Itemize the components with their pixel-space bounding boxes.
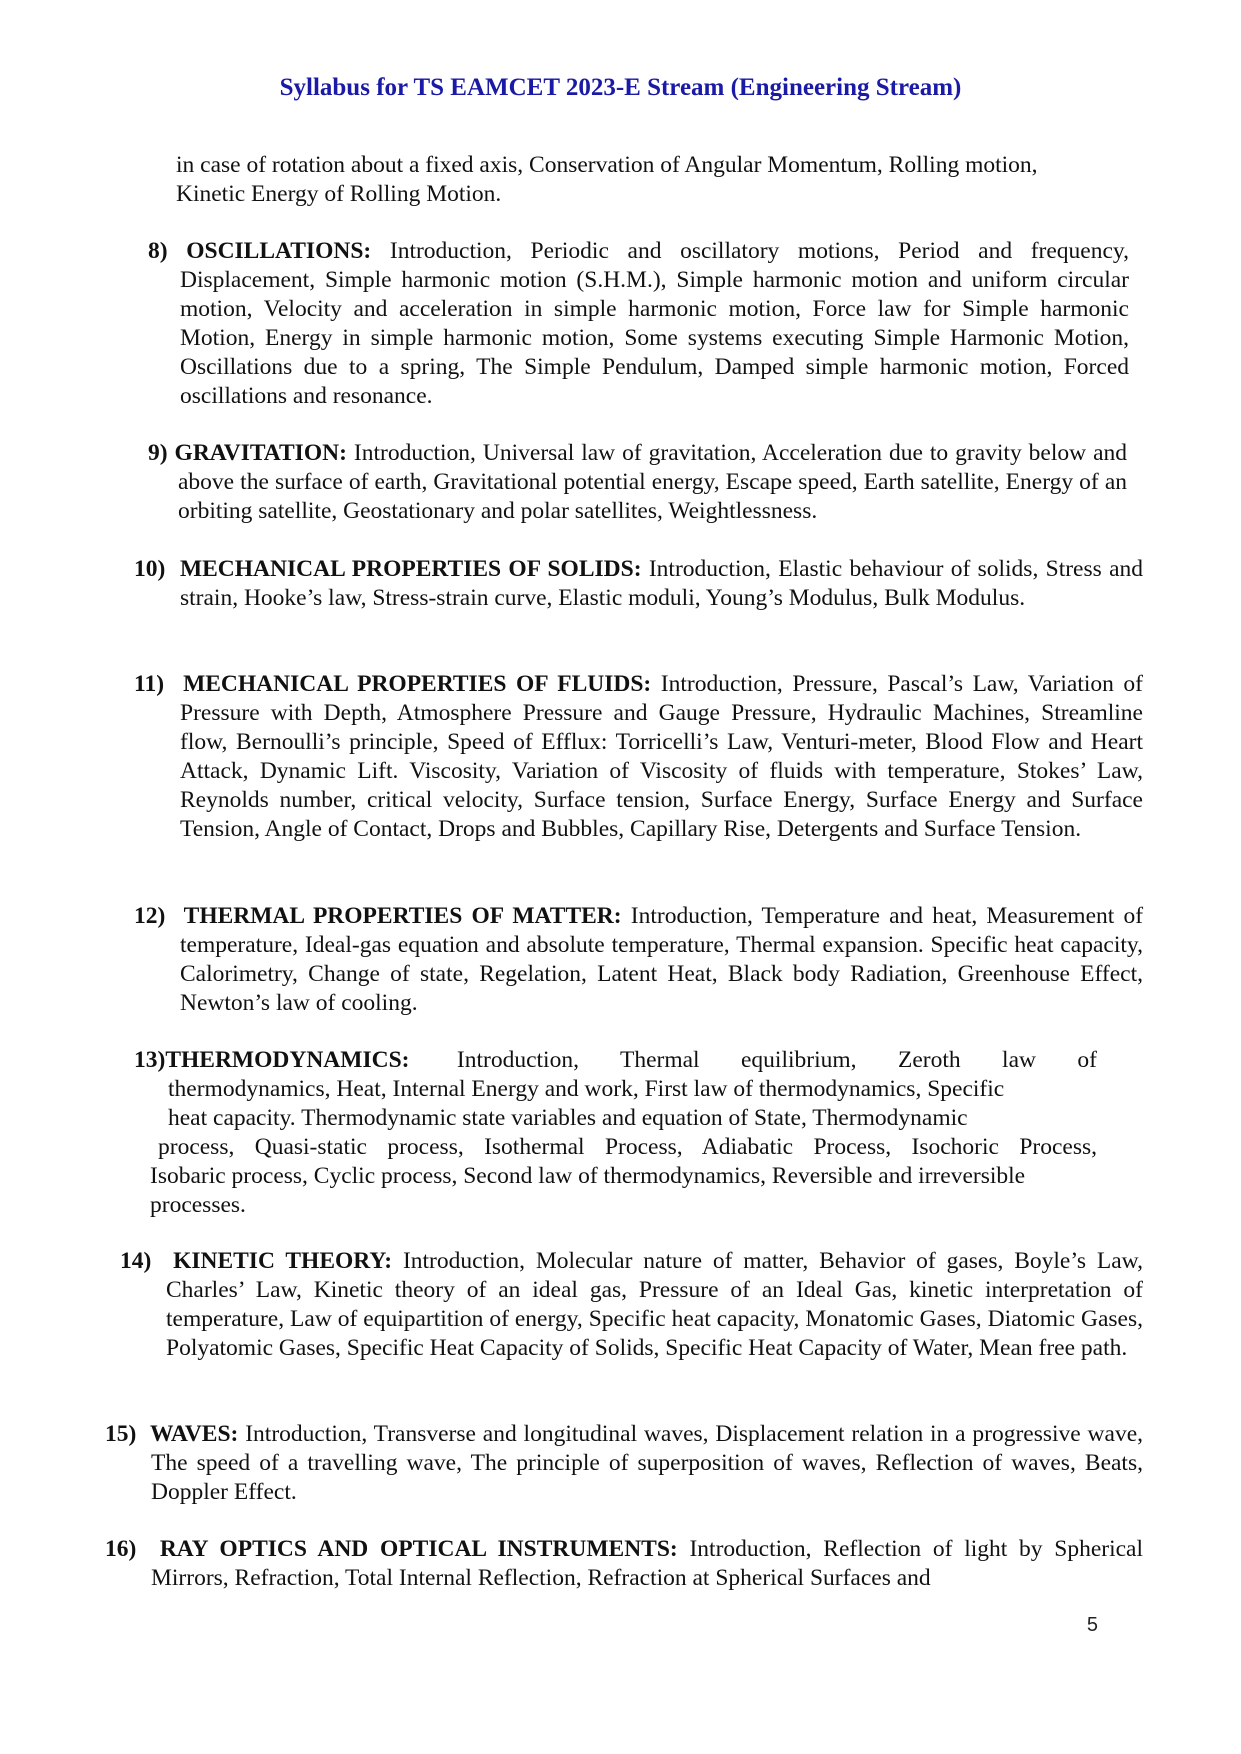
topic-heading: RAY OPTICS AND OPTICAL INSTRUMENTS: [159, 1536, 678, 1562]
topic-heading: MECHANICAL PROPERTIES OF SOLIDS: [179, 556, 642, 582]
topic-thermal-properties-matter [134, 902, 1143, 1018]
topic-heading: WAVES: [150, 1421, 239, 1447]
topic-number: 12) [134, 903, 166, 929]
continued-line-1: in case of rotation about a fixed axis, Conservation of Angular Momentum, Rolling motion, [176, 152, 1038, 178]
topic-number: 16) [105, 1536, 137, 1562]
topic-ray-optics [105, 1535, 1143, 1593]
topic-body: Introduction, Pressure, Pascal’s Law, Variation of Pressure with Depth, Atmosphere Pressure and Gauge Pressure, Hydraulic Machines, Streamline flow, Bernoulli’s principle, Speed of Efflux: Torricelli’s Law, Venturi-meter, Blood Flow and Heart Attack, Dynamic Lift. Viscosity, Variation of Viscosity of fluids with temperature, Stokes’ Law, Reynolds number, critical velocity, Surface tension, Surface Energy, Surface Energy and Surface Tension, Angle of Contact, Drops and Bubbles, Capillary Rise, Detergents and Surface Tension. [180, 671, 1143, 842]
topic-heading: MECHANICAL PROPERTIES OF FLUIDS: [183, 671, 652, 697]
page-number: 5 [1086, 1614, 1098, 1636]
continued-line-2: Kinetic Energy of Rolling Motion. [176, 181, 502, 207]
topic-number: 8) [148, 238, 168, 264]
topic-body-line: processes. [150, 1192, 246, 1218]
topic-mechanical-properties-fluids [134, 670, 1143, 844]
topic-heading: THERMAL PROPERTIES OF MATTER: [183, 903, 622, 929]
topic-body-line: Isobaric process, Cyclic process, Second law of thermodynamics, Reversible and irreversible [150, 1163, 1026, 1189]
topic-body-line: heat capacity. Thermodynamic state variables and equation of State, Thermodynamic [168, 1105, 968, 1131]
topic-body: Introduction, Transverse and longitudinal waves, Displacement relation in a progressive wave, The speed of a travelling wave, The principle of superposition of waves, Reflection of waves, Beats, Doppler Effect. [151, 1421, 1144, 1505]
continued-paragraph [176, 151, 1097, 209]
topic-number: 13) [134, 1047, 166, 1073]
topic-number: 14) [120, 1248, 152, 1274]
topic-oscillations [148, 237, 1129, 411]
page-header-title: Syllabus for TS EAMCET 2023-E Stream (Engineering Stream) [279, 74, 962, 101]
topic-body: Introduction, Molecular nature of matter, Behavior of gases, Boyle’s Law, Charles’ Law, Kinetic theory of an ideal gas, Pressure of an Ideal Gas, kinetic interpretation of temperature, Law of equipartition of energy, Specific heat capacity, Monatomic Gases, Diatomic Gases, Polyatomic Gases, Specific Heat Capacity of Solids, Specific Heat Capacity of Water, Mean free path. [166, 1248, 1143, 1361]
topic-heading: THERMODYNAMICS: [165, 1047, 410, 1073]
topic-kinetic-theory [120, 1247, 1143, 1363]
topic-number: 11) [134, 671, 165, 697]
topic-body: Introduction, Universal law of gravitation, Acceleration due to gravity below and above the surface of earth, Gravitational potential energy, Escape speed, Earth satellite, Energy of an orbiting satellite, Geostationary and polar satellites, Weightlessness. [178, 440, 1128, 524]
topic-thermodynamics [134, 1046, 1097, 1220]
topic-body: Introduction, Elastic behaviour of solids, Stress and strain, Hooke’s law, Stress-strain curve, Elastic moduli, Young’s Modulus, Bulk Modulus. [180, 556, 1144, 611]
topic-body-line: Introduction, Thermal equilibrium, Zeroth law of [456, 1047, 1097, 1073]
topic-body: Introduction, Periodic and oscillatory motions, Period and frequency, Displacement, Simple harmonic motion (S.H.M.), Simple harmonic motion and uniform circular motion, Velocity and acceleration in simple harmonic motion, Force law for Simple harmonic Motion, Energy in simple harmonic motion, Some systems executing Simple Harmonic Motion, Oscillations due to a spring, The Simple Pendulum, Damped simple harmonic motion, Forced oscillations and resonance. [180, 238, 1130, 409]
topic-gravitation [148, 439, 1127, 526]
topic-mechanical-properties-solids [134, 555, 1143, 613]
topic-number: 15) [105, 1421, 137, 1447]
topic-heading: GRAVITATION: [174, 440, 347, 466]
topic-number: 9) [148, 440, 168, 466]
topic-heading: OSCILLATIONS: [186, 238, 372, 264]
topic-body-line: process, Quasi-static process, Isothermal Process, Adiabatic Process, Isochoric Process, [158, 1134, 1097, 1160]
topic-body-line: thermodynamics, Heat, Internal Energy and work, First law of thermodynamics, Specific [168, 1076, 1005, 1102]
topic-waves [105, 1420, 1143, 1507]
topic-body: Introduction, Temperature and heat, Measurement of temperature, Ideal-gas equation and absolute temperature, Thermal expansion. Specific heat capacity, Calorimetry, Change of state, Regelation, Latent Heat, Black body Radiation, Greenhouse Effect, Newton’s law of cooling. [180, 903, 1144, 1016]
topic-number: 10) [134, 556, 166, 582]
topic-heading: KINETIC THEORY: [173, 1248, 393, 1274]
topic-body: Introduction, Reflection of light by Spherical Mirrors, Refraction, Total Internal Reflection, Refraction at Spherical Surfaces and [151, 1536, 1144, 1591]
